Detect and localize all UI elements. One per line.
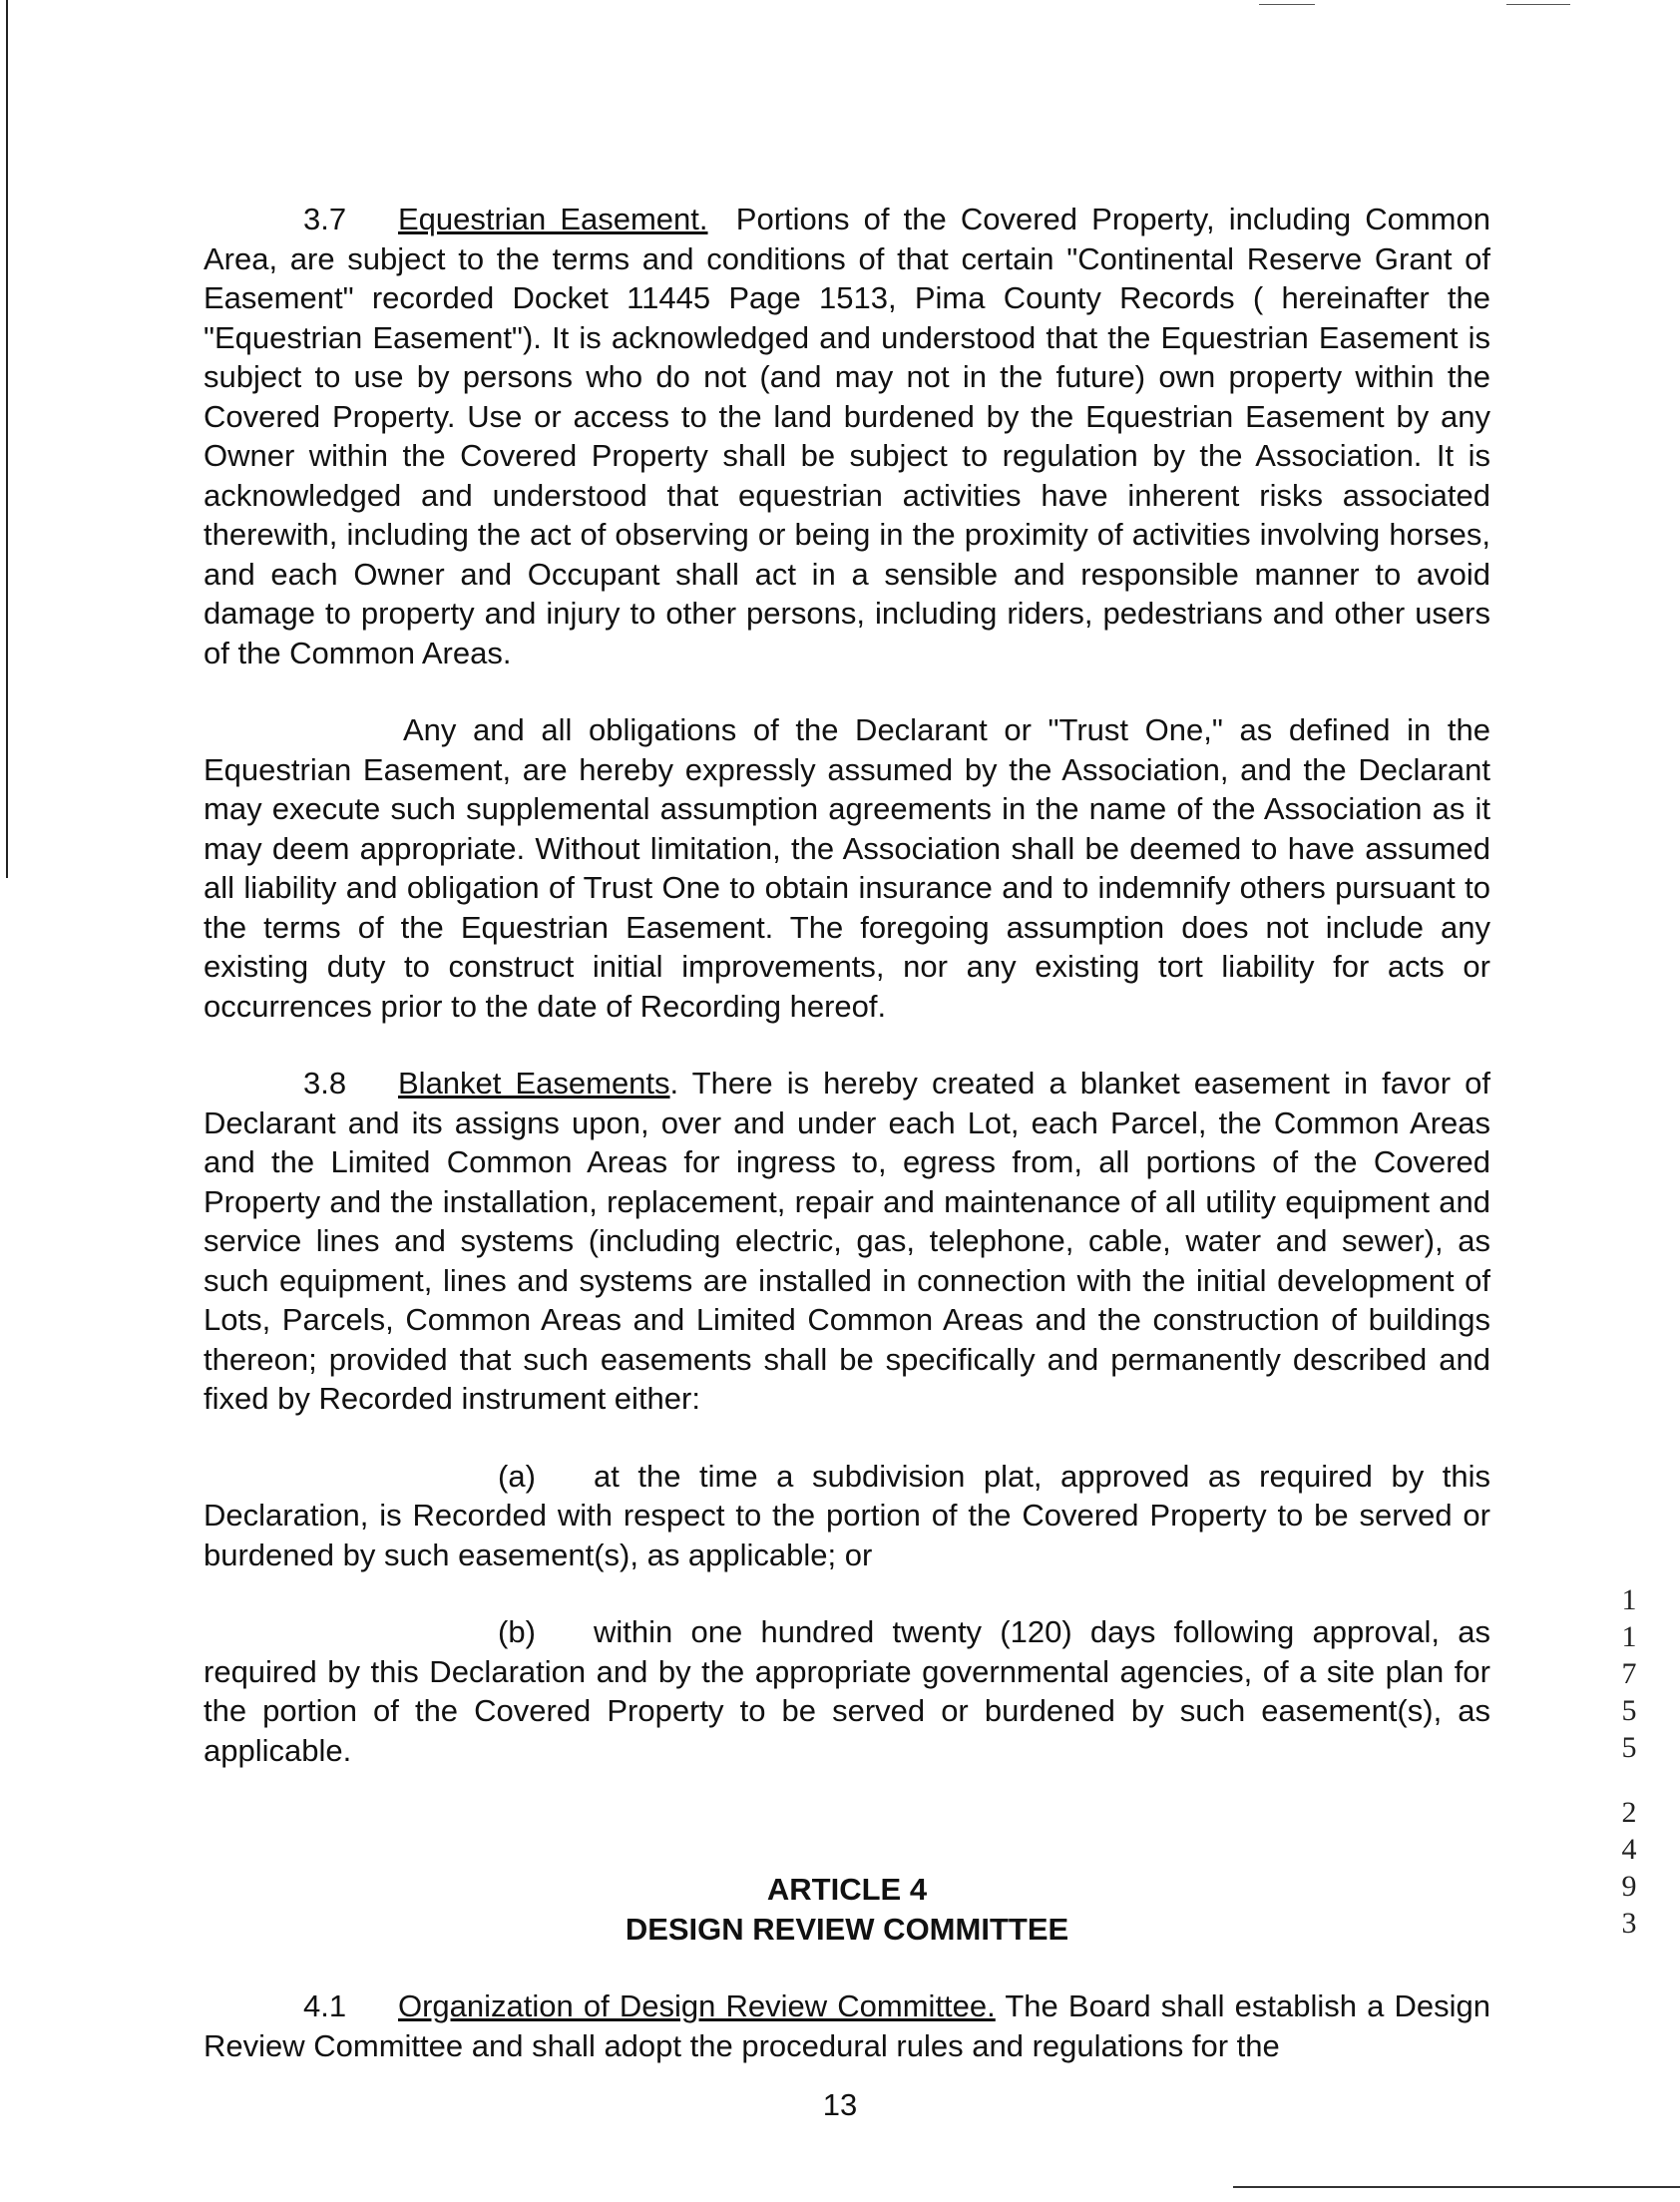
section-text: . There is hereby created a blanket easement in favor of Declarant and its assigns upon, over and under each Lot, each Parcel, the Common Areas and the Limited Common Areas for ingress to, egress from, all portions of the Covered Property and the installation, replacement, repair and maintenance of all utility equipment and service lines and systems (including electric, gas, telephone, cable, water and sewer), as such equipment, lines and systems are installed in connection with the initial development of Lots, Parcels, Common Areas and Limited Common Areas and the construction of buildings thereon; provided that such easements shall be specifically and permanently described and fixed by Recorded instrument either: <box>204 1066 1490 1416</box>
page-number: 13 <box>822 2087 858 2122</box>
margin-recording-stamp <box>1614 1581 1644 1942</box>
section-number: 3.7 <box>303 202 347 236</box>
section-3-7-paragraph-2: Any and all obligations of the Declarant or "Trust One," as defined in the Equestrian Easement, are hereby expressly assumed by the Association, and the Declarant may execute such supplemental assumption agreements in the name of the Association as it may deem appropriate. Without limitation, the Association shall be deemed to have assumed all liability and obligation of Trust One to obtain insurance and to indemnify others pursuant to the terms of the Equestrian Easement. The foregoing assumption does not include any existing duty to construct initial improvements, nor any existing tort liability for acts or occurrences prior to the date of Recording hereof. <box>204 712 1490 1024</box>
section-heading: Equestrian Easement. <box>398 202 708 236</box>
stamp-digit: 4 <box>1621 1833 1637 1866</box>
item-label: (b) <box>498 1614 536 1649</box>
section-text: The Board shall establish a Design Review Committee and shall adopt the procedural rules and regulations for the <box>204 1988 1490 2063</box>
stamp-digit: 7 <box>1621 1657 1637 1690</box>
article-title: DESIGN REVIEW COMMITTEE <box>625 1911 1069 1947</box>
stamp-digit: 5 <box>1621 1694 1637 1727</box>
section-heading: Blanket Easements <box>398 1066 670 1101</box>
article-heading <box>204 1870 1490 1949</box>
section-4-1 <box>204 1986 1490 2065</box>
item-text: at the time a subdivision plat, approved as required by this Declaration, is Recorded with respect to the portion of the Covered Property to be served or burdened by such easement(s), as applicable; or <box>204 1458 1490 1572</box>
section-heading: Organization of Design Review Committee. <box>398 1988 996 2023</box>
stamp-digit: 3 <box>1621 1907 1637 1940</box>
section-3-8 <box>204 1064 1490 1419</box>
section-number: 4.1 <box>303 1988 347 2023</box>
stamp-digit: 1 <box>1621 1620 1637 1653</box>
scan-mark <box>1259 4 1315 5</box>
left-margin-rule <box>6 0 8 878</box>
section-text: Portions of the Covered Property, including Common Area, are subject to the terms and conditions of that certain "Continental Reserve Grant of Easement" recorded Docket 11445 Page 1513, Pima County Records ( hereinafter the "Equestrian Easement"). It is acknowledged and understood that the Equestrian Easement is subject to use by persons who do not (and may not in the future) own property within the Covered Property. Use or access to the land burdened by the Equestrian Easement by any Owner within the Covered Property shall be subject to regulation by the Association. It is acknowledged and understood that equestrian activities have inherent risks associated therewith, including the act of observing or being in the proximity of activities involving horses, and each Owner and Occupant shall act in a sensible and responsible manner to avoid damage to property and injury to other persons, including riders, pedestrians and other users of the Common Areas. <box>204 202 1490 670</box>
section-3-7 <box>204 200 1490 672</box>
item-label: (a) <box>498 1458 536 1494</box>
section-3-8-item-b <box>204 1612 1490 1770</box>
stamp-digit: 2 <box>1621 1796 1637 1829</box>
document-body <box>204 200 1490 2065</box>
article-number: ARTICLE 4 <box>766 1872 928 1907</box>
scan-mark <box>1506 4 1570 5</box>
section-3-8-item-a <box>204 1457 1490 1575</box>
section-number: 3.8 <box>303 1066 347 1101</box>
item-text: within one hundred twenty (120) days following approval, as required by this Declaration and by the appropriate governmental agencies, of a site plan for the portion of the Covered Property to be served or burdened by such easement(s), as applicable. <box>204 1614 1490 1768</box>
stamp-digit: 5 <box>1621 1731 1637 1764</box>
stamp-digit: 1 <box>1621 1583 1637 1616</box>
scan-mark <box>1233 2186 1680 2188</box>
stamp-digit: 9 <box>1621 1870 1637 1903</box>
